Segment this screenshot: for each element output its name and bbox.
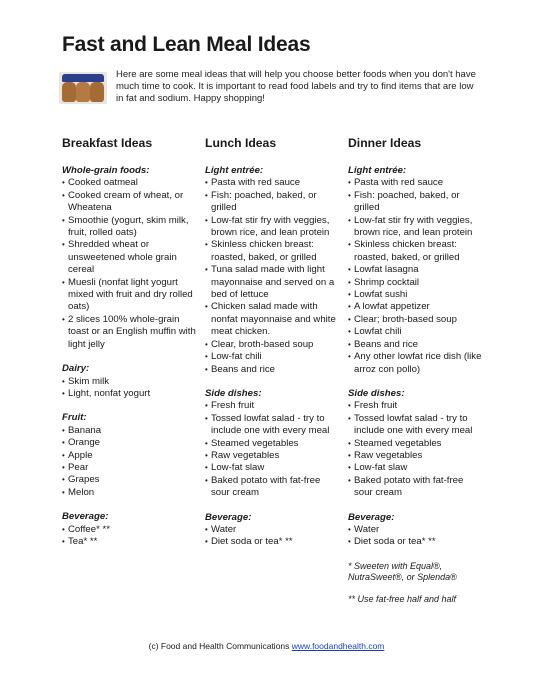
list-item: • Light, nonfat yogurt [62, 388, 197, 400]
dinner-column [348, 136, 483, 606]
list-item: • Shredded wheat or unsweetened whole grain cereal [62, 239, 197, 276]
list-item: • Water [205, 524, 340, 536]
list-item: • Tuna salad made with light mayonnaise and served on a bed of lettuce [205, 264, 340, 301]
breakfast-column [62, 136, 197, 548]
list-item: • Muesli (nonfat light yogurt mixed with fruit and dry rolled oats) [62, 277, 197, 314]
list-item: • Lowfat sushi [348, 289, 483, 301]
list-item: • Steamed vegetables [205, 438, 340, 450]
list-item: • Orange [62, 437, 197, 449]
list-item: • Any other lowfat rice dish (like arroz con pollo) [348, 351, 483, 376]
list-item: • Lowfat chili [348, 326, 483, 338]
list-item: • Clear; broth-based soup [348, 314, 483, 326]
list-item: • Low-fat slaw [205, 462, 340, 474]
list-item: • Pasta with red sauce [348, 177, 483, 189]
list-item: • Low-fat chili [205, 351, 340, 363]
list-item: • Skinless chicken breast: roasted, baked, or grilled [205, 239, 340, 264]
list-item: • Baked potato with fat-free sour cream [205, 475, 340, 500]
footnote: ** Use fat-free half and half [348, 593, 457, 604]
list-item: • Fish: poached, baked, or grilled [348, 190, 483, 215]
column-heading: Lunch Ideas [205, 136, 277, 150]
item-list [348, 524, 483, 549]
section-label: Light entrée: [348, 165, 407, 176]
list-item: • Pasta with red sauce [205, 177, 340, 189]
item-list [348, 177, 483, 376]
list-item: • Pear [62, 462, 197, 474]
section-label: Fruit: [62, 412, 87, 424]
list-item: • Fresh fruit [205, 400, 340, 412]
section-label: Beverage: [62, 511, 109, 523]
list-item: • Diet soda or tea* ** [205, 536, 340, 548]
list-item: • Melon [62, 487, 197, 499]
section-label: Light entrée: [205, 165, 264, 176]
item-list [205, 524, 340, 549]
list-item: • Low-fat stir fry with veggies, brown rice, and lean protein [348, 215, 483, 240]
item-list [62, 425, 197, 499]
list-item: • Shrimp cocktail [348, 277, 483, 289]
list-item: • Tossed lowfat salad - try to include one with every meal [205, 413, 340, 438]
list-item: • Diet soda or tea* ** [348, 536, 483, 548]
footer-link[interactable]: www.foodandhealth.com [291, 641, 385, 651]
list-item: • A lowfat appetizer [348, 301, 483, 313]
list-item: • Beans and rice [348, 339, 483, 351]
section-label: Beverage: [205, 511, 252, 523]
list-item: • Fresh fruit [348, 400, 483, 412]
list-item: • Smoothie (yogurt, skim milk, fruit, rolled oats) [62, 215, 197, 240]
list-item: • Skim milk [62, 376, 197, 388]
list-item: • Water [348, 524, 483, 536]
list-item: • Tossed lowfat salad - try to include one with every meal [348, 413, 483, 438]
list-item: • Coffee* ** [62, 524, 197, 536]
list-item: • Skinless chicken breast: roasted, baked, or grilled [348, 239, 483, 264]
list-item: • Low-fat stir fry with veggies, brown rice, and lean protein [205, 215, 340, 240]
list-item: • Low-fat slaw [348, 462, 483, 474]
item-list [62, 524, 197, 549]
section-label: Dairy: [62, 363, 90, 375]
footer-copyright: (c) Food and Health Communications [148, 641, 292, 651]
section-label: Whole-grain foods: [62, 165, 150, 176]
footnote: * Sweeten with Equal®, NutraSweet®, or Splenda® [348, 560, 457, 583]
list-item: • Banana [62, 425, 197, 437]
list-item: • Baked potato with fat-free sour cream [348, 475, 483, 500]
list-item: • Beans and rice [205, 364, 340, 376]
column-heading: Breakfast Ideas [62, 136, 153, 150]
list-item: • Apple [62, 450, 197, 462]
item-list [348, 400, 483, 499]
intro-paragraph: Here are some meal ideas that will help you choose better foods when you don't have much time to cook. It is important to read food labels and try to find items that are low in fat and sodium. Happy shopping! [116, 69, 476, 105]
section-label: Side dishes: [348, 387, 405, 399]
list-item: • Steamed vegetables [348, 438, 483, 450]
footer [0, 641, 533, 651]
list-item: • Lowfat lasagna [348, 264, 483, 276]
section-label: Side dishes: [205, 387, 262, 399]
list-item: • Fish: poached, baked, or grilled [205, 190, 340, 215]
item-list [205, 400, 340, 499]
list-item: • Cooked oatmeal [62, 177, 197, 189]
list-item: • Chicken salad made with nonfat mayonnaise and white meat chicken. [205, 301, 340, 338]
food-photo [59, 72, 107, 104]
page-title: Fast and Lean Meal Ideas [62, 33, 311, 56]
section-label: Beverage: [348, 511, 395, 523]
lunch-column [205, 136, 340, 549]
column-heading: Dinner Ideas [348, 136, 422, 150]
list-item: • Cooked cream of wheat, or Wheatena [62, 190, 197, 215]
item-list [62, 177, 197, 351]
list-item: • Raw vegetables [348, 450, 483, 462]
list-item: • Raw vegetables [205, 450, 340, 462]
item-list [62, 376, 197, 401]
list-item: • 2 slices 100% whole-grain toast or an English muffin with light jelly [62, 314, 197, 351]
item-list [205, 177, 340, 376]
list-item: • Grapes [62, 474, 197, 486]
list-item: • Clear, broth-based soup [205, 339, 340, 351]
list-item: • Tea* ** [62, 536, 197, 548]
